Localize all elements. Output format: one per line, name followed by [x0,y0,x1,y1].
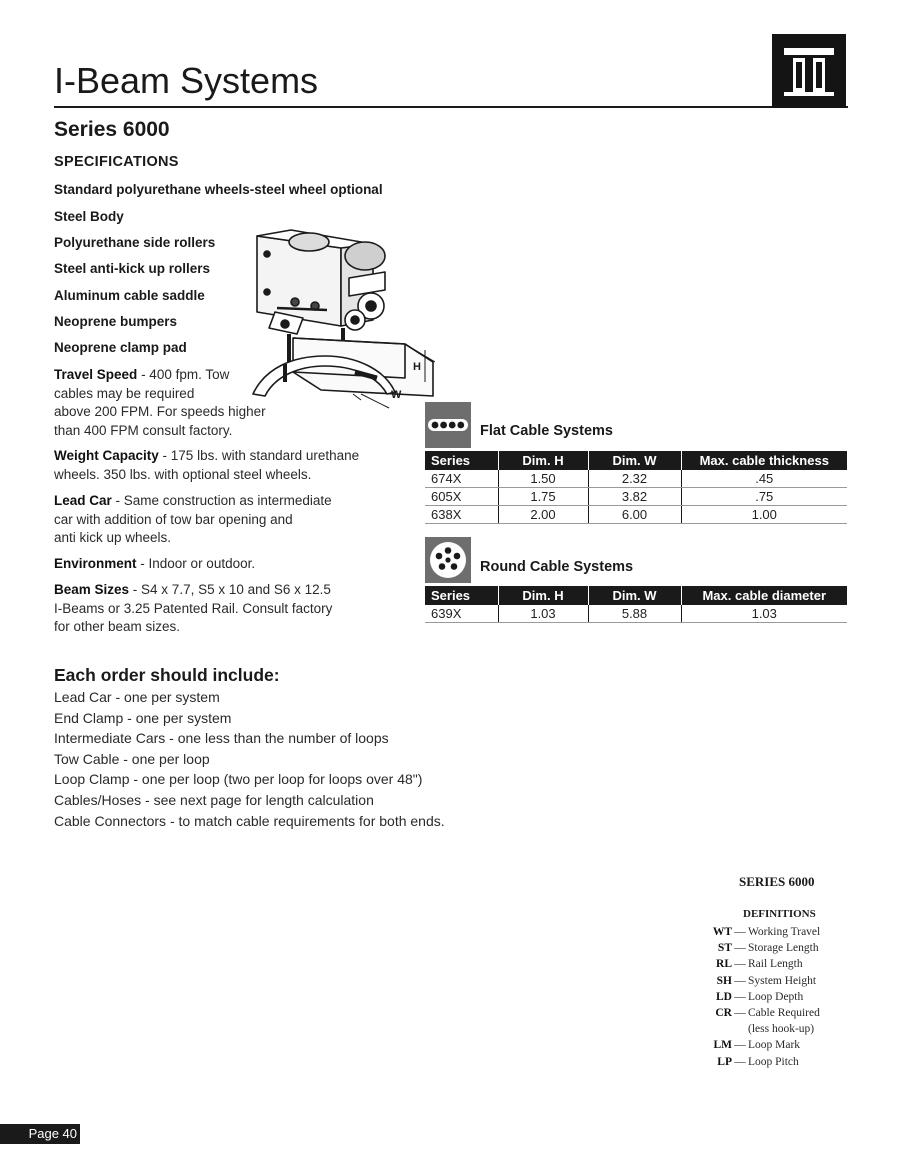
table-row [425,488,847,506]
column-header: Max. cable thickness [681,451,847,470]
spec-item: Standard polyurethane wheels-steel wheel optional [54,182,383,197]
definition-text: Loop Depth [748,990,804,1003]
definition-text: Loop Mark [748,1039,801,1052]
order-list [54,687,445,831]
definition-item: LP — Loop Pitch [706,1054,820,1070]
definition-abbr: LM [713,1039,732,1052]
definition-text: Working Travel [748,926,821,938]
table-cell: 1.50 [498,470,588,488]
table-cell: 2.00 [498,506,588,524]
definition-abbr: ST [717,942,732,955]
list-item: Intermediate Cars - one less than the number of loops [54,730,389,747]
definition-text: System Height [748,974,817,987]
page-number-badge: Page 40 [0,1124,80,1144]
detail-label: Weight Capacity [54,448,159,463]
definition-item: ST — Storage Length [706,940,820,956]
detail-label: Travel Speed [54,367,138,382]
definition-item: SH — System Height [706,973,820,989]
table-cell: 674X [425,470,498,488]
table-cell: 639X [425,605,498,623]
table-cell: 605X [425,488,498,506]
travel-speed-text: Travel Speed - 400 fpm. Tow cables may be required above 200 FPM. For speeds higher than 400 FPM consult factory. [54,367,266,438]
definitions-series-label: SERIES 6000 [739,874,815,889]
trolley-illustration [245,222,435,412]
round-cable-icon [425,537,471,583]
column-header: Dim. H [498,586,588,605]
i-beam-logo-icon [772,34,846,108]
width-dimension-label: W [391,389,402,401]
weight-capacity-text: Weight Capacity - 175 lbs. with standard urethane wheels. 350 lbs. with optional steel wheels. [54,448,360,482]
detail-label: Beam Sizes [54,582,130,597]
list-item: Tow Cable - one per loop [54,750,210,767]
column-header: Series [425,586,498,605]
height-dimension-label: H [413,361,421,373]
table-cell: 2.32 [588,470,681,488]
definition-text: Rail Length [748,958,803,971]
round-cable-title: Round Cable Systems [480,559,634,575]
definition-abbr: WT [712,926,732,938]
list-item: Loop Clamp - one per loop (two per loop for loops over 48") [54,771,423,788]
table-row [425,605,847,623]
column-header: Series [425,451,498,470]
table-cell: 1.03 [498,605,588,623]
table-cell: .75 [681,488,847,506]
definitions-heading: DEFINITIONS [743,908,816,920]
spec-item: Steel Body [54,209,124,224]
flat-cable-icon [425,402,471,448]
table-cell: 638X [425,506,498,524]
order-heading: Each order should include: [54,665,280,685]
table-header-row [425,586,847,605]
definition-item: RL — Rail Length [706,956,820,972]
lead-car-text: Lead Car - Same construction as intermediate car with addition of tow bar opening and anti kick up wheels. [54,493,332,545]
definition-item: LD — Loop Depth [706,989,820,1005]
spec-item: Aluminum cable saddle [54,288,205,303]
column-header: Max. cable diameter [681,586,847,605]
definition-item: CR — Cable Required [706,1005,820,1021]
table-header-row [425,451,847,470]
detail-label: Environment [54,556,137,571]
spec-item: Neoprene bumpers [54,314,178,329]
definition-abbr: LD [716,990,732,1003]
definition-text: Loop Pitch [748,1055,799,1068]
series-title: Series 6000 [54,118,170,141]
specifications-heading: SPECIFICATIONS [54,154,179,170]
spec-item: Polyurethane side rollers [54,235,216,250]
list-item: Cables/Hoses - see next page for length calculation [54,791,374,808]
title-divider [54,106,848,108]
table-row [425,470,847,488]
spec-item: Neoprene clamp pad [54,340,187,355]
beam-sizes-text: Beam Sizes - S4 x 7.7, S5 x 10 and S6 x 12.5 I-Beams or 3.25 Patented Rail. Consult factory for other beam sizes. [54,582,333,634]
definition-abbr: CR [715,1007,732,1020]
definition-text: (less hook-up) [748,1023,815,1036]
definition-text: Cable Required [748,1007,820,1020]
list-item: Cable Connectors - to match cable requirements for both ends. [54,812,445,829]
environment-text: Environment - Indoor or outdoor. [54,556,256,571]
column-header: Dim. H [498,451,588,470]
spec-item: Steel anti-kick up rollers [54,261,211,276]
round-cable-table [425,586,847,623]
definition-item: LM — Loop Mark [706,1037,820,1053]
table-row [425,506,847,524]
definition-item: WT — Working Travel [706,924,820,940]
table-cell: 6.00 [588,506,681,524]
list-item: Lead Car - one per system [54,689,220,705]
flat-cable-table [425,451,847,524]
page-title: I-Beam Systems [54,60,319,101]
definition-abbr: LP [717,1055,732,1068]
definition-continuation [706,1021,820,1037]
definitions-list [706,924,820,1070]
detail-label: Lead Car [54,493,112,508]
table-cell: 5.88 [588,605,681,623]
table-cell: 3.82 [588,488,681,506]
table-cell: 1.75 [498,488,588,506]
column-header: Dim. W [588,586,681,605]
table-cell: .45 [681,470,847,488]
definition-text: Storage Length [748,942,819,955]
table-cell: 1.00 [681,506,847,524]
list-item: End Clamp - one per system [54,709,232,726]
definition-abbr: SH [716,974,732,987]
table-cell: 1.03 [681,605,847,623]
definition-abbr: RL [716,958,732,971]
flat-cable-title: Flat Cable Systems [480,423,613,439]
column-header: Dim. W [588,451,681,470]
